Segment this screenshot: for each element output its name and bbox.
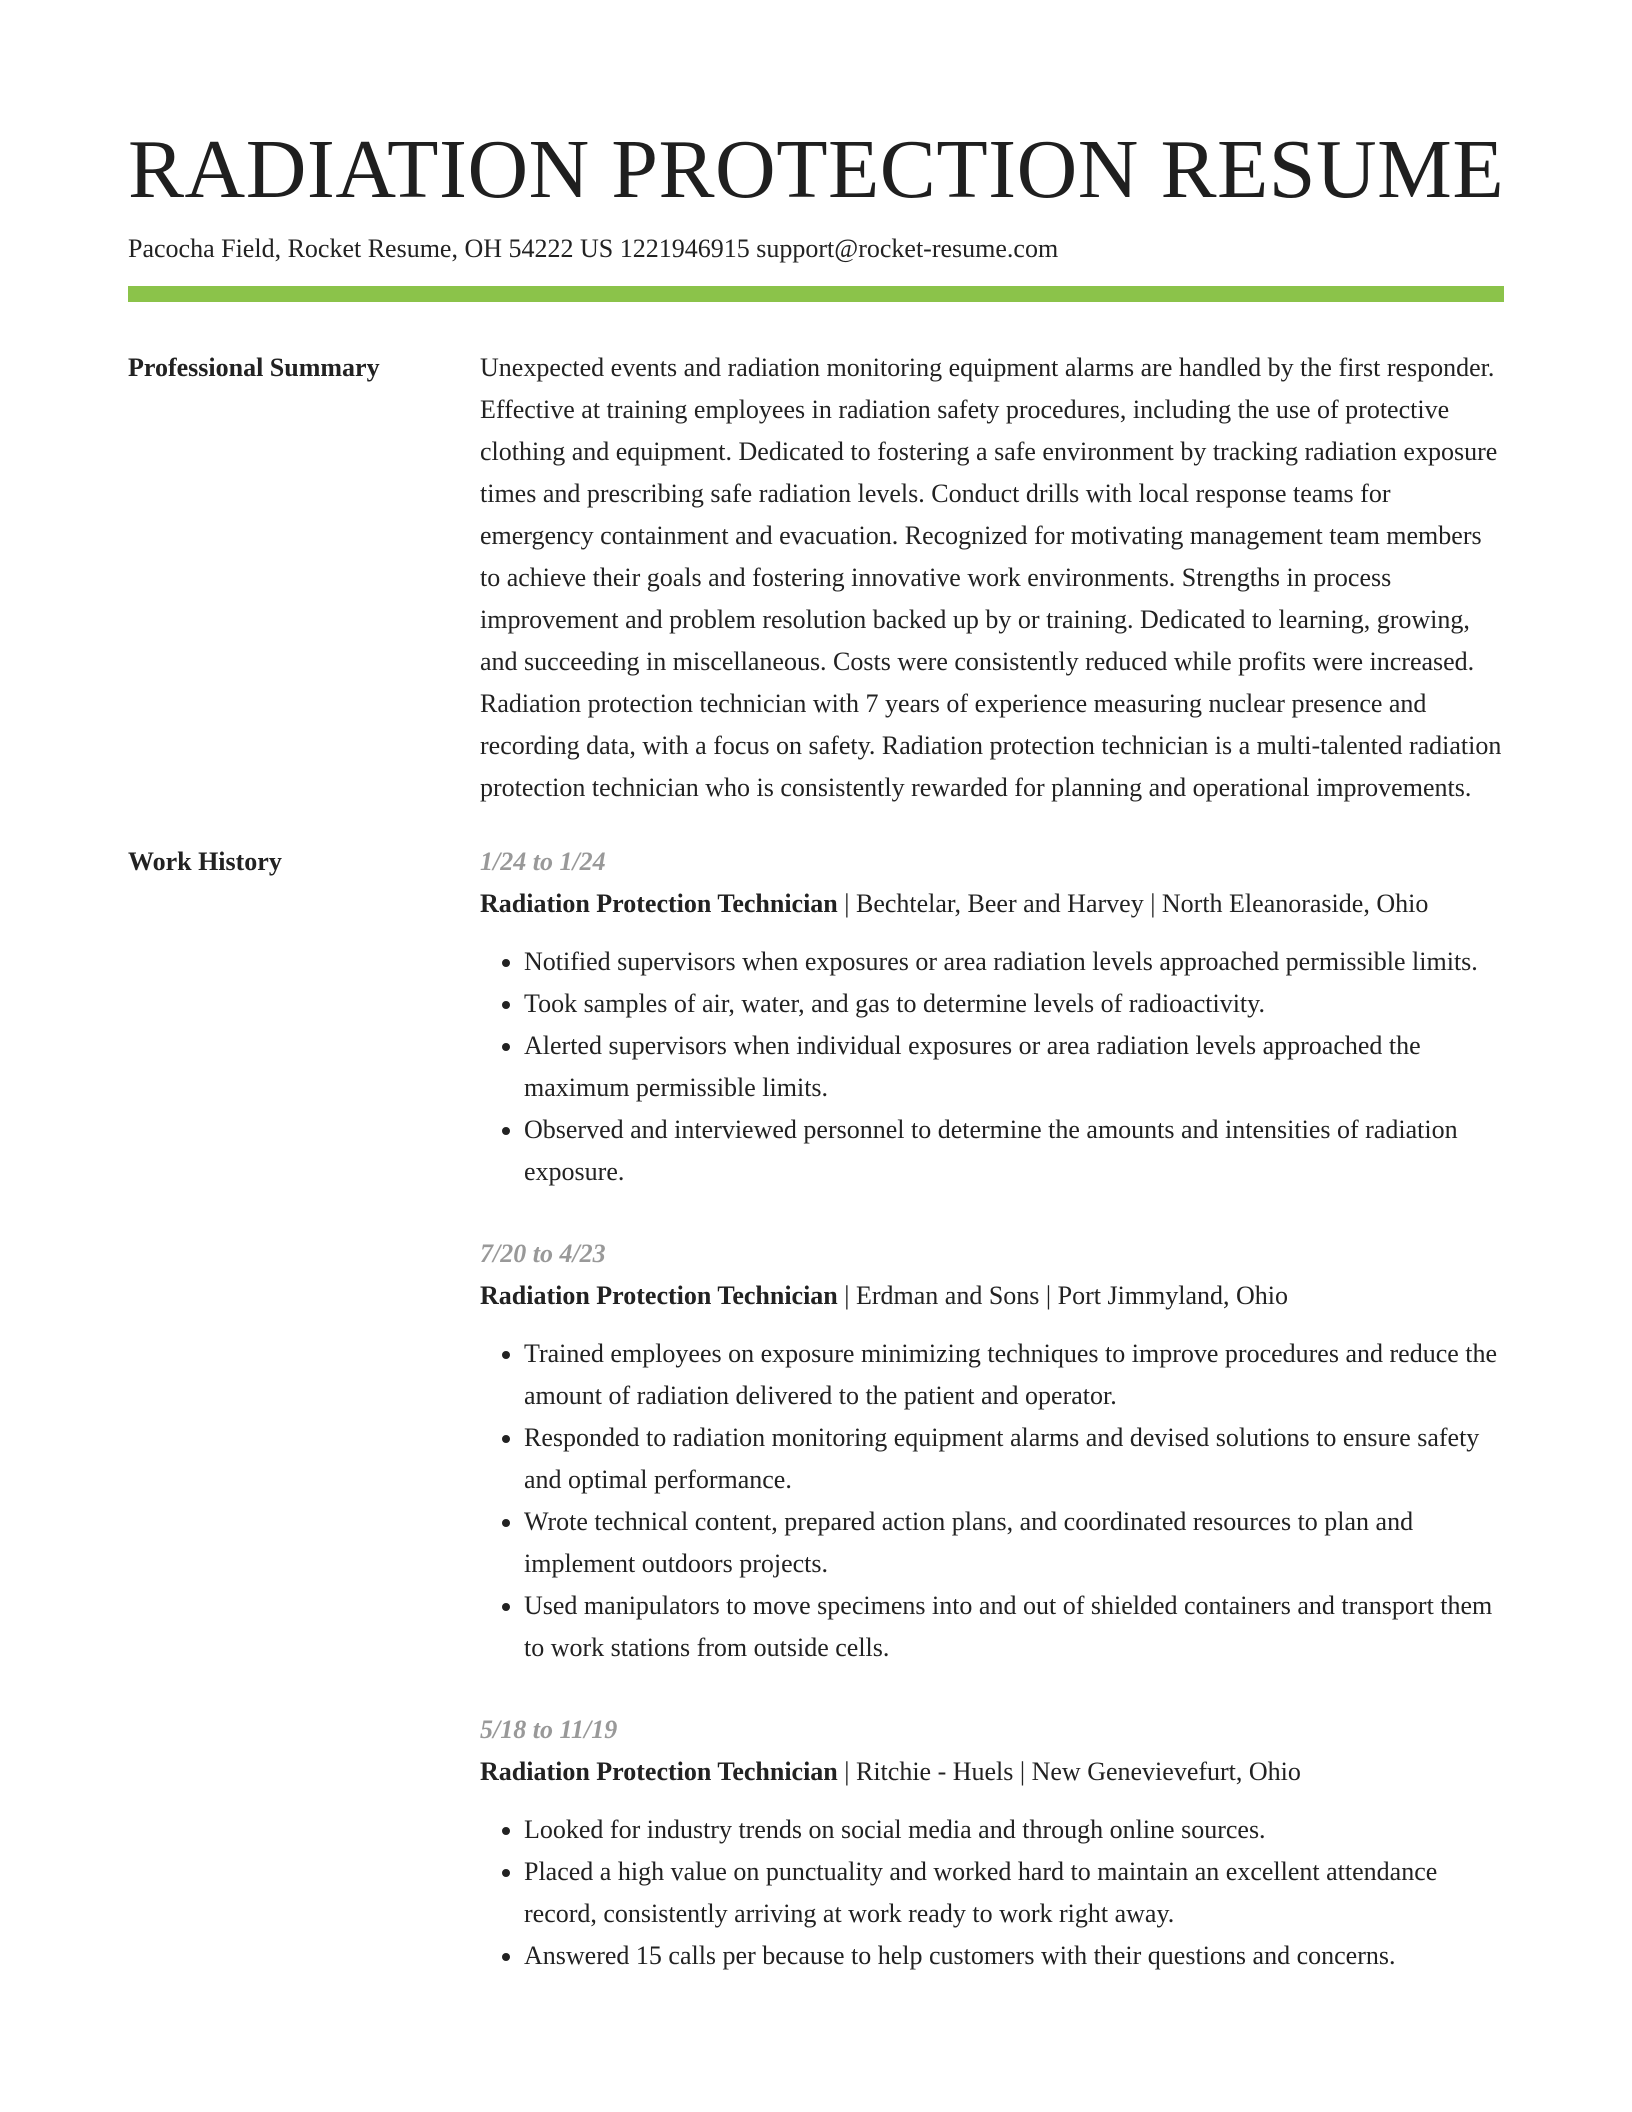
job-role: Radiation Protection Technician (480, 1281, 838, 1310)
section-heading: Professional Summary (128, 353, 380, 382)
job-title-line (480, 883, 1504, 925)
list-item: • Responded to radiation monitoring equipment alarms and devised solutions to ensure safety and optimal performance. (524, 1417, 1504, 1501)
work-history-body (480, 841, 1504, 2017)
job-role: Radiation Protection Technician (480, 889, 838, 918)
section-heading: Work History (128, 847, 282, 876)
list-item: • Looked for industry trends on social media and through online sources. (524, 1809, 1504, 1851)
job-bullets (480, 941, 1504, 1193)
resume-title: RADIATION PROTECTION RESUME (128, 123, 1505, 216)
job-title-line (480, 1275, 1504, 1317)
professional-summary-section (128, 347, 1504, 809)
job-bullets (480, 1809, 1504, 1977)
job-date: 1/24 to 1/24 (480, 847, 606, 876)
job-role: Radiation Protection Technician (480, 1757, 838, 1786)
list-item: • Used manipulators to move specimens into and out of shielded containers and transport them to work stations from outside cells. (524, 1585, 1504, 1669)
summary-body (480, 347, 1504, 809)
list-item: • Took samples of air, water, and gas to determine levels of radioactivity. (524, 983, 1504, 1025)
job-title-line (480, 1751, 1504, 1793)
list-item: • Notified supervisors when exposures or area radiation levels approached permissible limits. (524, 941, 1504, 983)
job-bullets (480, 1333, 1504, 1669)
job-entry (480, 1709, 1504, 1977)
contact-line: Pacocha Field, Rocket Resume, OH 54222 US 1221946915 support@rocket-resume.com (128, 234, 1059, 263)
list-item: • Alerted supervisors when individual exposures or area radiation levels approached the maximum permissible limits. (524, 1025, 1504, 1109)
work-history-section (128, 841, 1504, 2017)
list-item: • Trained employees on exposure minimizing techniques to improve procedures and reduce the amount of radiation delivered to the patient and operator. (524, 1333, 1504, 1417)
list-item: • Placed a high value on punctuality and worked hard to maintain an excellent attendance record, consistently arriving at work ready to work right away. (524, 1851, 1504, 1935)
job-date: 7/20 to 4/23 (480, 1239, 606, 1268)
list-item: • Answered 15 calls per because to help customers with their questions and concerns. (524, 1935, 1504, 1977)
list-item: • Wrote technical content, prepared action plans, and coordinated resources to plan and implement outdoors projects. (524, 1501, 1504, 1585)
list-item: • Observed and interviewed personnel to determine the amounts and intensities of radiation exposure. (524, 1109, 1504, 1193)
job-entry (480, 1233, 1504, 1669)
job-entry (480, 841, 1504, 1193)
job-date: 5/18 to 11/19 (480, 1715, 618, 1744)
job-company-location: | Bechtelar, Beer and Harvey | North Eleanoraside, Ohio (837, 889, 1429, 918)
job-company-location: | Ritchie - Huels | New Genevievefurt, Ohio (837, 1757, 1301, 1786)
resume-page (128, 0, 1504, 2017)
accent-divider (128, 286, 1504, 302)
job-company-location: | Erdman and Sons | Port Jimmyland, Ohio (837, 1281, 1289, 1310)
summary-text: Unexpected events and radiation monitoring equipment alarms are handled by the first responder. Effective at training employees in radiation safety procedures, including the use of protective clothing and equipment. Dedicated to fostering a safe environment by tracking radiation exposure times and prescribing safe radiation levels. Conduct drills with local response teams for emergency containment and evacuation. Recognized for motivating management team members to achieve their goals and fostering innovative work environments. Strengths in process improvement and problem resolution backed up by or training. Dedicated to learning, growing, and succeeding in miscellaneous. Costs were consistently reduced while profits were increased. Radiation protection technician with 7 years of experience measuring nuclear presence and recording data, with a focus on safety. Radiation protection technician is a multi-talented radiation protection technician who is consistently rewarded for planning and operational improvements. (480, 353, 1502, 802)
